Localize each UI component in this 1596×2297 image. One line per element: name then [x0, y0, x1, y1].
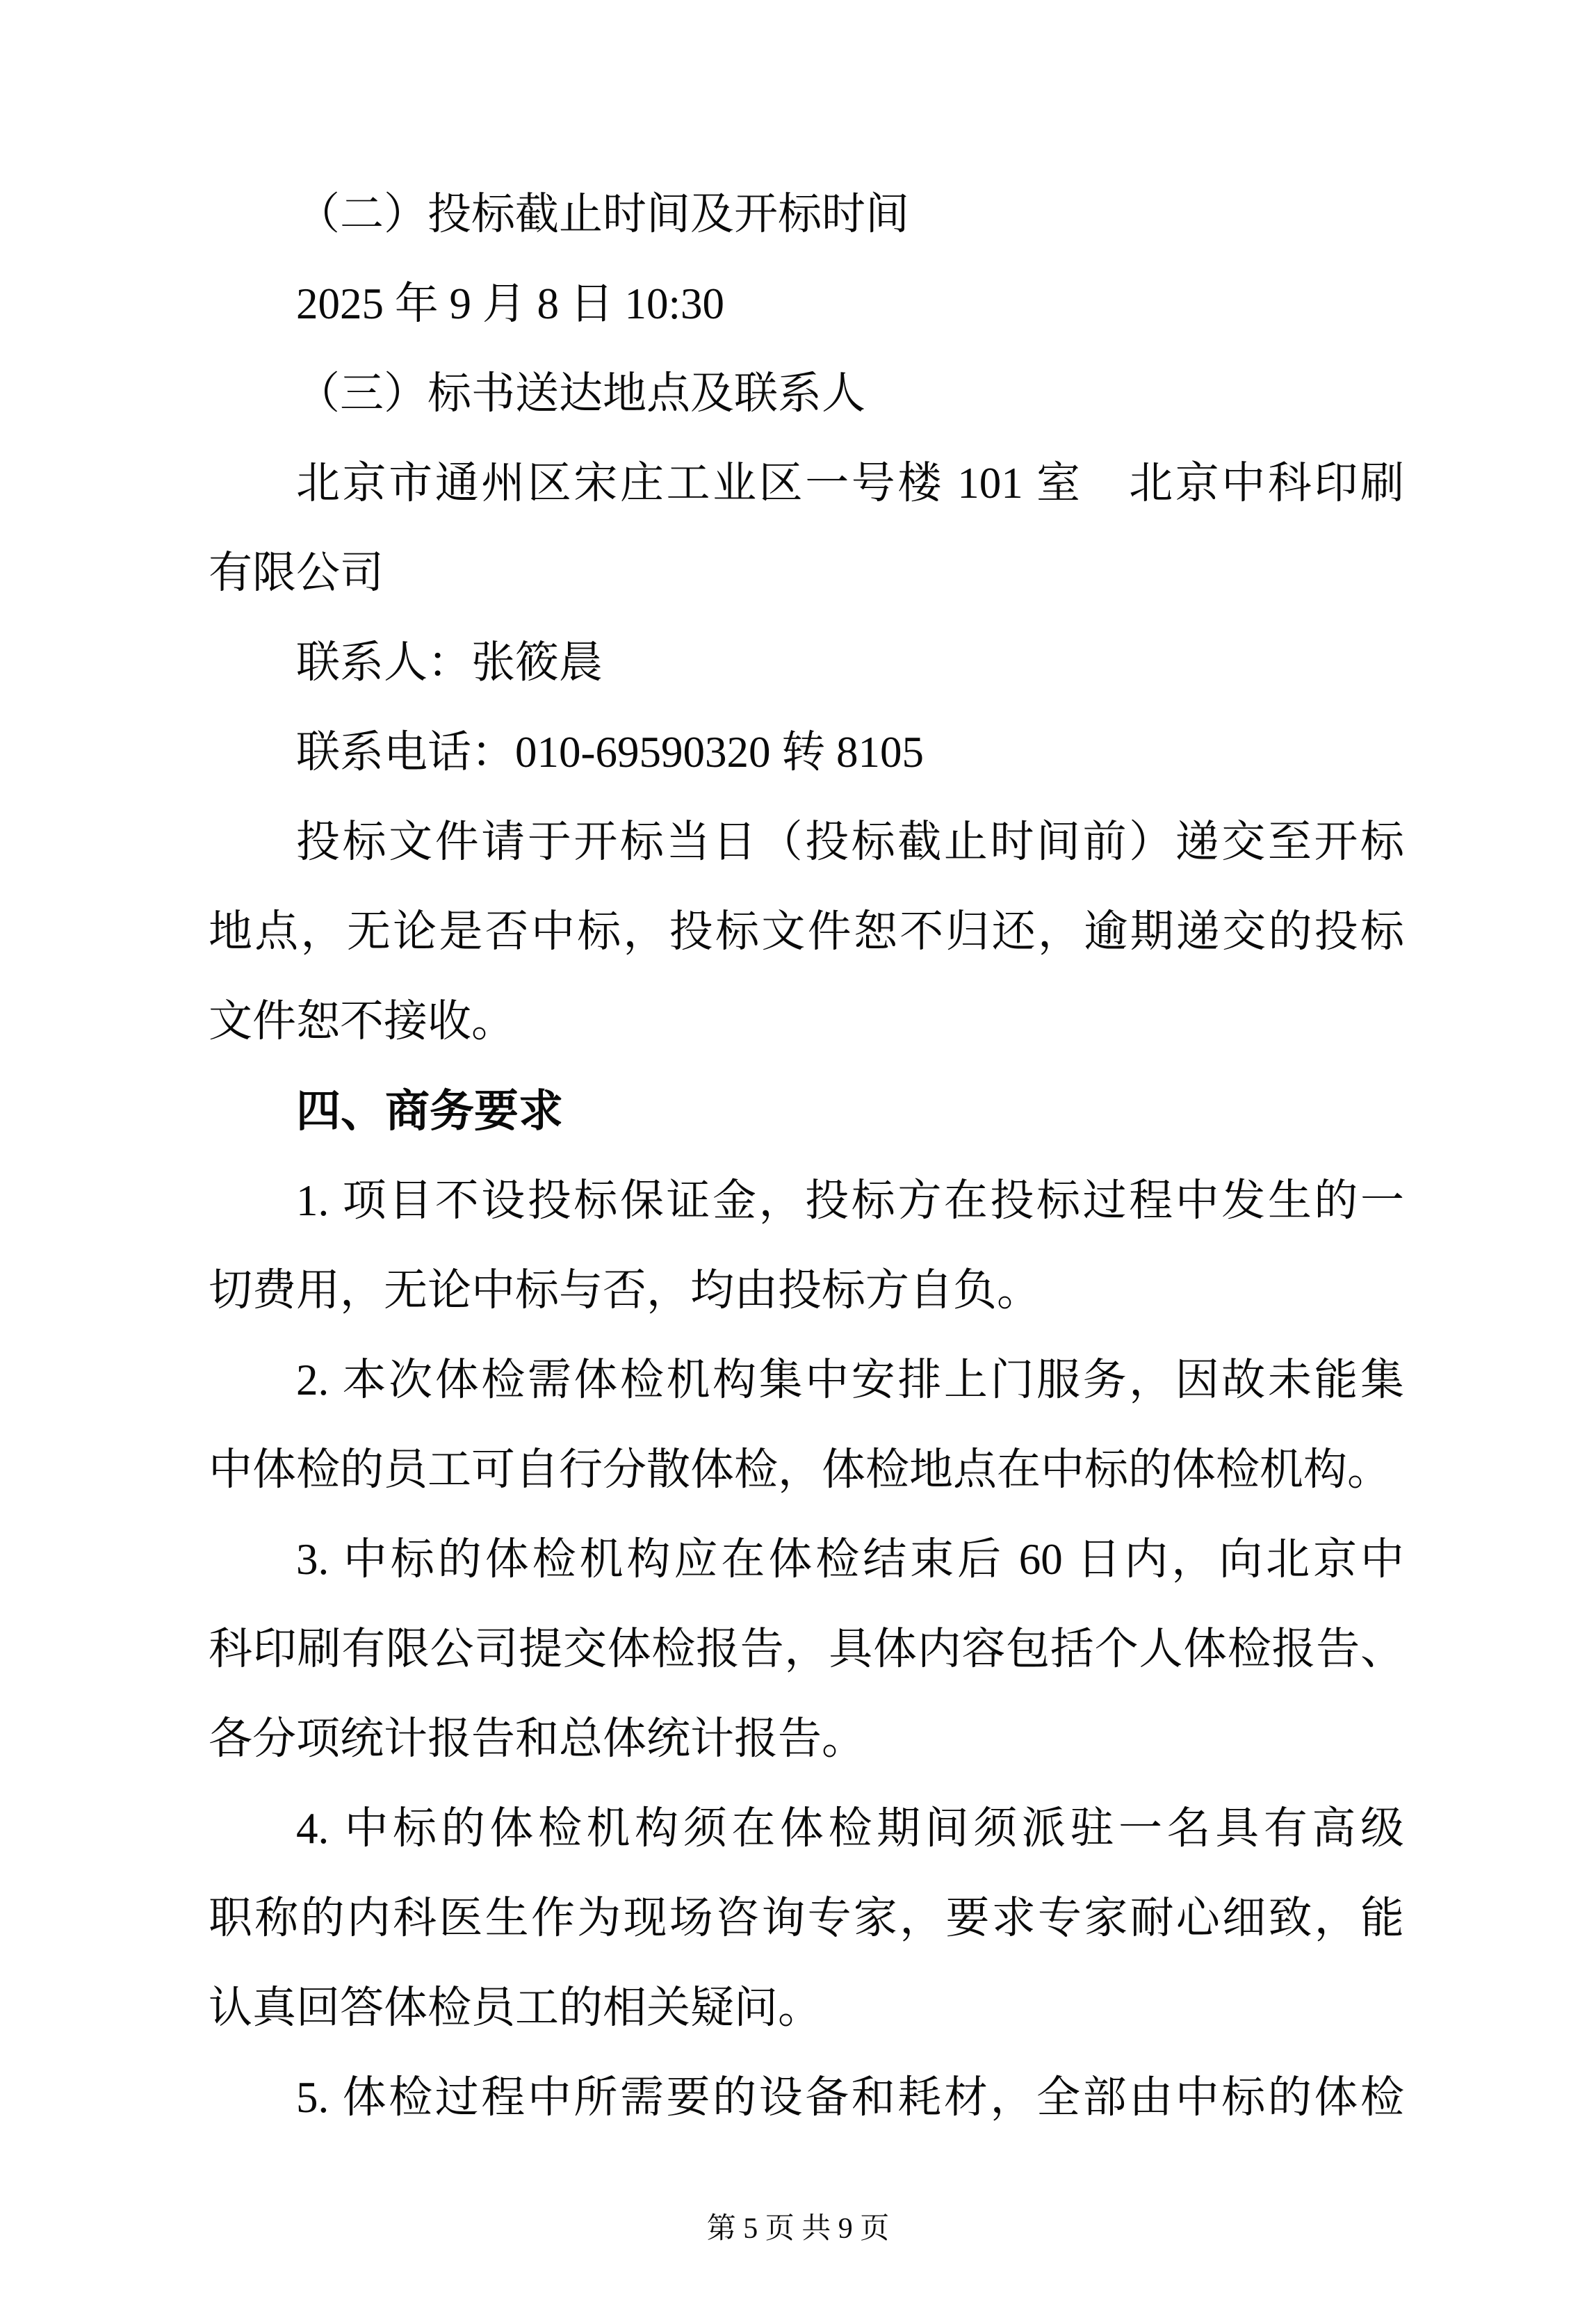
text-line: 联系电话：010-69590320 转 8105: [296, 728, 924, 777]
text-line: 职称的内科医生作为现场咨询专家，要求专家耐心细致，能: [209, 1894, 1404, 1942]
text-line: （三）标书送达地点及联系人: [296, 369, 865, 418]
text-line: （二）投标截止时间及开标时间: [296, 190, 909, 238]
text-line: 认真回答体检员工的相关疑问。: [209, 1983, 822, 2032]
text-line: 文件恕不接收。: [209, 997, 515, 1046]
text-line: 科印刷有限公司提交体检报告，具体内容包括个人体检报告、: [209, 1625, 1404, 1673]
text-line: 3. 中标的体检机构应在体检结束后 60 日内，向北京中: [296, 1535, 1404, 1584]
text-line: 中体检的员工可自行分散体检，体检地点在中标的体检机构。: [209, 1445, 1391, 1494]
page-footer: [0, 2205, 1596, 2247]
section-heading: 四、商务要求: [296, 1086, 563, 1136]
text-line: 1. 项目不设投标保证金，投标方在投标过程中发生的一: [296, 1176, 1404, 1225]
text-line: 联系人：张筱晨: [296, 638, 603, 687]
text-line: 2025 年 9 月 8 日 10:30: [296, 279, 725, 328]
text-line: 4. 中标的体检机构须在体检期间须派驻一名具有高级: [296, 1804, 1404, 1853]
text-line: 有限公司: [209, 549, 384, 597]
text-line: 北京市通州区宋庄工业区一号楼 101 室 北京中科印刷: [296, 459, 1404, 508]
text-line: 5. 体检过程中所需要的设备和耗材，全部由中标的体检: [296, 2073, 1404, 2122]
text-line: 切费用，无论中标与否，均由投标方自负。: [209, 1266, 1041, 1315]
document-lines: [209, 170, 1404, 2143]
page-number-text: 第 5 页 共 9 页: [706, 2213, 890, 2245]
text-line: 投标文件请于开标当日（投标截止时间前）递交至开标: [296, 818, 1404, 866]
text-line: 地点，无论是否中标，投标文件恕不归还，逾期递交的投标: [209, 907, 1404, 956]
text-line: 各分项统计报告和总体统计报告。: [209, 1714, 865, 1763]
text-line: 2. 本次体检需体检机构集中安排上门服务，因故未能集: [296, 1356, 1404, 1404]
